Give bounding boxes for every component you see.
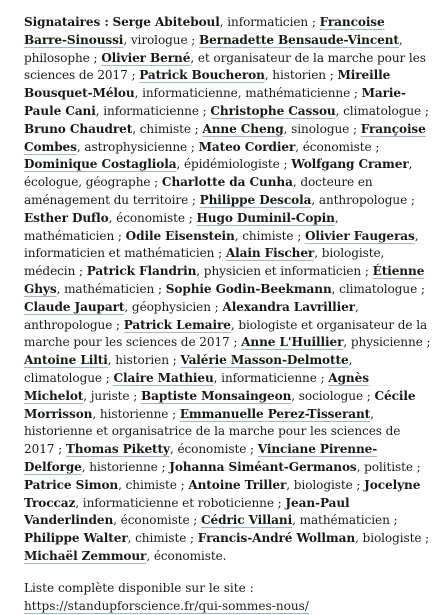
signatory-role: informaticienne bbox=[103, 103, 199, 118]
signatory-entry: Bruno Chaudret, chimiste ; bbox=[24, 121, 199, 136]
signatories-paragraph bbox=[24, 14, 431, 566]
signatory-entry: Philippe Descola, anthropologue ; bbox=[199, 192, 415, 207]
signatory-name[interactable]: Alain Fischer bbox=[225, 246, 315, 261]
signatory-name: Mireille Bousquet-Mélou bbox=[24, 68, 391, 101]
separator: ; bbox=[129, 388, 138, 403]
signatory-role: mathématicien bbox=[24, 228, 115, 243]
signatory-role: philosophe bbox=[24, 50, 90, 65]
signatory-entry: Michaël Zemmour, économiste. bbox=[24, 548, 227, 563]
signatory-role: chimiste bbox=[242, 228, 294, 243]
separator: ; bbox=[168, 406, 177, 421]
signatory-role: physicienne bbox=[350, 335, 423, 350]
separator: ; bbox=[417, 281, 425, 296]
signatory-name[interactable]: Philippe Descola bbox=[199, 192, 312, 207]
signatory-entry: Sophie Godin-Beekmann, climatologue ; bbox=[165, 281, 425, 296]
signatory-name: Mateo Cordier bbox=[198, 139, 296, 154]
signatory-entry: Serge Abiteboul, informaticien ; bbox=[112, 15, 316, 29]
separator: ; bbox=[279, 157, 288, 172]
signatory-entry: Antoine Lilti, historien ; bbox=[24, 353, 177, 368]
signatory-name[interactable]: Agnès Michelot bbox=[24, 370, 369, 403]
signatory-role: politiste bbox=[364, 459, 413, 474]
signatory-role: économiste bbox=[302, 139, 372, 154]
separator: ; bbox=[246, 442, 255, 457]
separator: ; bbox=[412, 459, 421, 474]
signatory-entry: Hugo Duminil-Copin, mathématicien ; bbox=[24, 210, 339, 243]
signatory-role: virologue bbox=[130, 32, 188, 47]
signatory-name: Esther Duflo bbox=[24, 210, 109, 225]
separator: ; bbox=[363, 388, 371, 403]
separator: ; bbox=[229, 335, 238, 350]
signatory-role: sociologue bbox=[298, 388, 364, 403]
signatory-role: biologiste et organisateur de la marche pour les sciences de 2017 bbox=[24, 317, 428, 350]
signatory-role: climatologue bbox=[339, 281, 418, 296]
signatory-role: économiste bbox=[120, 513, 190, 528]
separator: ; bbox=[112, 317, 121, 332]
signatory-entry: Claire Mathieu, informaticienne ; bbox=[113, 370, 325, 385]
signatory-entry: Françoise Combes, astrophysicienne ; bbox=[24, 121, 426, 154]
separator: ; bbox=[186, 531, 195, 546]
signatory-name[interactable]: Antoine Lilti bbox=[24, 353, 108, 368]
signatory-entry: Bernadette Bensaude-Vincent, philosophe ; bbox=[24, 32, 403, 65]
signatory-name: Serge Abiteboul bbox=[112, 15, 220, 29]
signatory-entry: Wolfgang Cramer, écologue, géographe ; bbox=[24, 157, 413, 190]
signatory-role: anthropologue bbox=[24, 317, 113, 332]
signatory-name[interactable]: Étienne Ghys bbox=[24, 264, 425, 296]
signatory-entry: Esther Duflo, économiste ; bbox=[24, 210, 193, 225]
signatory-role: chimiste bbox=[125, 477, 177, 492]
signatory-name: Francis-André Wollman bbox=[197, 531, 356, 546]
signatory-entry: Étienne Ghys, mathématicien ; bbox=[24, 264, 425, 296]
signatory-role: docteure en aménagement du territoire bbox=[24, 175, 373, 207]
signatory-role: climatologue bbox=[343, 103, 422, 118]
signatory-entry: Patrick Boucheron, historien ; bbox=[139, 68, 334, 83]
signatory-name[interactable]: Claude Jaupart bbox=[24, 299, 125, 314]
separator: ; bbox=[422, 335, 431, 350]
signatory-entry: Philippe Walter, chimiste ; bbox=[24, 531, 195, 546]
signatory-name[interactable]: Dominique Costagliola bbox=[24, 157, 177, 172]
signatory-entry: Christophe Cassou, climatologue ; bbox=[210, 103, 429, 118]
signatory-entry: Mateo Cordier, économiste ; bbox=[198, 139, 380, 154]
signatory-entry: Dominique Costagliola, épidémiologiste ; bbox=[24, 157, 288, 172]
separator: ; bbox=[350, 86, 358, 101]
separator: ; bbox=[150, 175, 159, 190]
signatory-role: sinologue bbox=[291, 121, 350, 136]
signatory-name[interactable]: Valérie Masson-Delmotte bbox=[180, 353, 349, 368]
signatory-role: informaticienne et roboticienne bbox=[82, 495, 274, 510]
source-text: Liste complète disponible sur le site : bbox=[24, 580, 254, 595]
signatory-role: juriste bbox=[90, 388, 130, 403]
signatory-name[interactable]: Vinciane Pirenne-Delforge bbox=[24, 442, 378, 474]
signatory-entry: Cédric Villani, mathématicien ; bbox=[200, 513, 398, 528]
signatory-entry: Valérie Masson-Delmotte, climatologue ; bbox=[24, 353, 353, 385]
signatory-role: historienne bbox=[89, 459, 158, 474]
signatory-role: économiste bbox=[177, 442, 247, 457]
signatory-name[interactable]: Anne L'Huillier bbox=[241, 335, 344, 350]
signatory-name[interactable]: Francoise Barre-Sinoussi bbox=[24, 15, 385, 47]
signatory-role: informaticienne bbox=[221, 370, 317, 385]
signatory-name[interactable]: Christophe Cassou bbox=[210, 103, 336, 118]
separator: ; bbox=[127, 68, 136, 83]
signatory-entry: Anne L'Huillier, physicienne ; bbox=[241, 335, 431, 350]
separator: ; bbox=[101, 370, 110, 385]
separator: ; bbox=[176, 477, 185, 492]
separator: ; bbox=[187, 139, 195, 154]
signatory-role: biologiste bbox=[362, 531, 422, 546]
signatory-entry: Charlotte da Cunha, docteure en aménagement du territoire ; bbox=[24, 175, 373, 207]
signatory-entry: Thomas Piketty, économiste ; bbox=[65, 442, 255, 457]
signatory-entry: Emmanuelle Perez-Tisserant, historienne et organisatrice de la marche pour les sciences de 2017 ; bbox=[24, 406, 401, 457]
signatory-entry: Jocelyne Troccaz, informaticienne et roboticienne ; bbox=[24, 477, 421, 510]
signatory-entry: Odile Eisenstein, chimiste ; bbox=[125, 228, 302, 243]
signatory-name: Antoine Triller bbox=[188, 477, 287, 492]
separator: ; bbox=[352, 477, 361, 492]
signatory-name: Jocelyne Troccaz bbox=[24, 477, 421, 510]
signatory-name[interactable]: Thomas Piketty bbox=[65, 442, 170, 457]
signatory-role: économiste bbox=[116, 210, 185, 225]
signatory-role: anthropologue bbox=[318, 192, 408, 207]
signatory-entry: Claude Jaupart, géophysicien ; bbox=[24, 299, 219, 314]
signatory-entry: Patrice Simon, chimiste ; bbox=[24, 477, 185, 492]
separator: ; bbox=[349, 121, 357, 136]
separator: ; bbox=[157, 459, 166, 474]
separator: ; bbox=[54, 442, 63, 457]
separator: ; bbox=[389, 513, 398, 528]
signatory-role: chimiste bbox=[135, 531, 187, 546]
signatory-role: biologiste, médecin bbox=[24, 246, 385, 279]
separator: ; bbox=[316, 370, 325, 385]
signatory-name[interactable]: Olivier Faugeras bbox=[304, 228, 415, 243]
signatory-name[interactable]: Baptiste Monsaingeon bbox=[140, 388, 292, 403]
signatory-role: physicien et informaticien bbox=[203, 264, 362, 279]
signatory-entry: Patrick Flandrin, physicien et informaticien ; bbox=[86, 264, 369, 279]
signatory-name[interactable]: Hugo Duminil-Copin bbox=[196, 210, 335, 225]
signatory-role: informaticienne, mathématicienne bbox=[142, 86, 351, 101]
signatory-role: écologue, géographe bbox=[24, 175, 151, 190]
signatory-entry: Francis-André Wollman, biologiste ; bbox=[197, 531, 430, 546]
signatory-role: informaticien et mathématicien bbox=[24, 246, 215, 261]
signatory-role: historienne et organisatrice de la marche pour les sciences de 2017 bbox=[24, 424, 401, 457]
signatory-name: Alexandra Lavrillier bbox=[222, 299, 355, 314]
signatory-name[interactable]: Michaël Zemmour bbox=[24, 548, 147, 563]
signatory-entry: Marie-Paule Cani, informaticienne ; bbox=[24, 86, 406, 118]
signatory-entry: Agnès Michelot, juriste ; bbox=[24, 370, 369, 403]
signatory-role: mathématicien bbox=[299, 513, 390, 528]
separator: ; bbox=[189, 513, 198, 528]
signatory-name: Patrick Flandrin bbox=[86, 264, 197, 279]
separator: ; bbox=[75, 264, 83, 279]
signatory-role: astrophysicienne bbox=[84, 139, 188, 154]
signatory-name[interactable]: Olivier Berné bbox=[101, 50, 191, 65]
signatories-list bbox=[24, 15, 430, 563]
signatory-name[interactable]: Cédric Villani bbox=[200, 513, 293, 528]
signatory-name[interactable]: Claire Mathieu bbox=[113, 370, 214, 385]
signatory-entry: Mireille Bousquet-Mélou, informaticienne, mathématicienne ; bbox=[24, 68, 391, 101]
separator: ; bbox=[361, 264, 369, 279]
separator: ; bbox=[308, 15, 316, 29]
signatory-entry: Cécile Morrisson, historienne ; bbox=[24, 388, 416, 421]
signatory-name: Johanna Siméant-Germanos bbox=[169, 459, 357, 474]
signatory-entry: Olivier Berné, et organisateur de la marche pour les sciences de 2017 ; bbox=[24, 50, 426, 83]
signatory-name: Sophie Godin-Beekmann bbox=[165, 281, 332, 296]
separator: ; bbox=[89, 50, 98, 65]
signatory-role: climatologue bbox=[24, 370, 102, 385]
signatory-role: chimiste bbox=[139, 121, 191, 136]
signatory-role: historien bbox=[115, 353, 169, 368]
signatory-entry: Alexandra Lavrillier, anthropologue ; bbox=[24, 299, 359, 332]
signatory-name[interactable]: Emmanuelle Perez-Tisserant bbox=[179, 406, 371, 421]
signatory-role: mathématicien bbox=[64, 281, 155, 296]
signatory-name: Wolfgang Cramer bbox=[291, 157, 409, 172]
separator: ; bbox=[421, 103, 429, 118]
separator: ; bbox=[190, 121, 199, 136]
signatory-name: Charlotte da Cunha bbox=[161, 175, 293, 190]
signatory-role: et organisateur de la marche pour les sciences de 2017 bbox=[24, 50, 426, 83]
signatory-name[interactable]: Anne Cheng bbox=[202, 121, 284, 136]
separator: ; bbox=[187, 32, 196, 47]
separator: ; bbox=[407, 192, 415, 207]
source-link[interactable]: https://standupforscience.fr/qui-sommes-nous/ bbox=[24, 598, 309, 613]
signatory-role: biologiste bbox=[293, 477, 353, 492]
signatory-entry: Anne Cheng, sinologue ; bbox=[202, 121, 357, 136]
separator: ; bbox=[198, 103, 207, 118]
signatory-entry: Francoise Barre-Sinoussi, virologue ; bbox=[24, 15, 385, 47]
signatory-name: Bruno Chaudret bbox=[24, 121, 133, 136]
signatory-role: économiste. bbox=[153, 548, 227, 563]
signatory-name: Philippe Walter bbox=[24, 531, 128, 546]
separator: ; bbox=[273, 495, 282, 510]
signatory-name[interactable]: Patrick Boucheron bbox=[139, 68, 265, 83]
signatory-name[interactable]: Patrick Lemaire bbox=[123, 317, 231, 332]
separator: ; bbox=[168, 353, 177, 368]
signatory-entry: Johanna Siméant-Germanos, politiste ; bbox=[169, 459, 421, 474]
separator: ; bbox=[293, 228, 302, 243]
separator: ; bbox=[114, 228, 122, 243]
separator: ; bbox=[371, 139, 380, 154]
signatory-entry: Vinciane Pirenne-Delforge, historienne ; bbox=[24, 442, 378, 474]
separator: ; bbox=[325, 68, 334, 83]
signatory-role: informaticien bbox=[227, 15, 309, 29]
signatory-name: Cécile Morrisson bbox=[24, 388, 416, 421]
signatory-name: Patrice Simon bbox=[24, 477, 119, 492]
signatory-name[interactable]: Françoise Combes bbox=[24, 121, 426, 154]
signatory-entry: Jean-Paul Vanderlinden, économiste ; bbox=[24, 495, 350, 528]
separator: ; bbox=[188, 192, 196, 207]
signatory-role: géophysicien bbox=[131, 299, 211, 314]
separator: ; bbox=[214, 246, 223, 261]
separator: ; bbox=[210, 299, 219, 314]
signatory-name: Odile Eisenstein bbox=[125, 228, 235, 243]
separator: ; bbox=[184, 210, 193, 225]
signatory-name[interactable]: Bernadette Bensaude-Vincent bbox=[199, 32, 399, 47]
signatories-label: Signataires : bbox=[24, 15, 109, 29]
signatory-entry: Alain Fischer, biologiste, médecin ; bbox=[24, 246, 385, 279]
separator: ; bbox=[421, 531, 430, 546]
signatory-name: Jean-Paul Vanderlinden bbox=[24, 495, 350, 528]
signatory-entry: Antoine Triller, biologiste ; bbox=[188, 477, 361, 492]
signatory-role: épidémiologiste bbox=[183, 157, 280, 172]
signatory-role: historienne bbox=[99, 406, 169, 421]
signatory-name: Marie-Paule Cani bbox=[24, 86, 406, 118]
signatory-entry: Baptiste Monsaingeon, sociologue ; bbox=[140, 388, 371, 403]
source-paragraph bbox=[24, 580, 431, 615]
signatory-entry: Olivier Faugeras, informaticien et mathématicien ; bbox=[24, 228, 419, 261]
signatory-role: historien bbox=[272, 68, 326, 83]
separator: ; bbox=[154, 281, 162, 296]
signatory-entry: Patrick Lemaire, biologiste et organisateur de la marche pour les sciences de 2017 ; bbox=[24, 317, 428, 350]
